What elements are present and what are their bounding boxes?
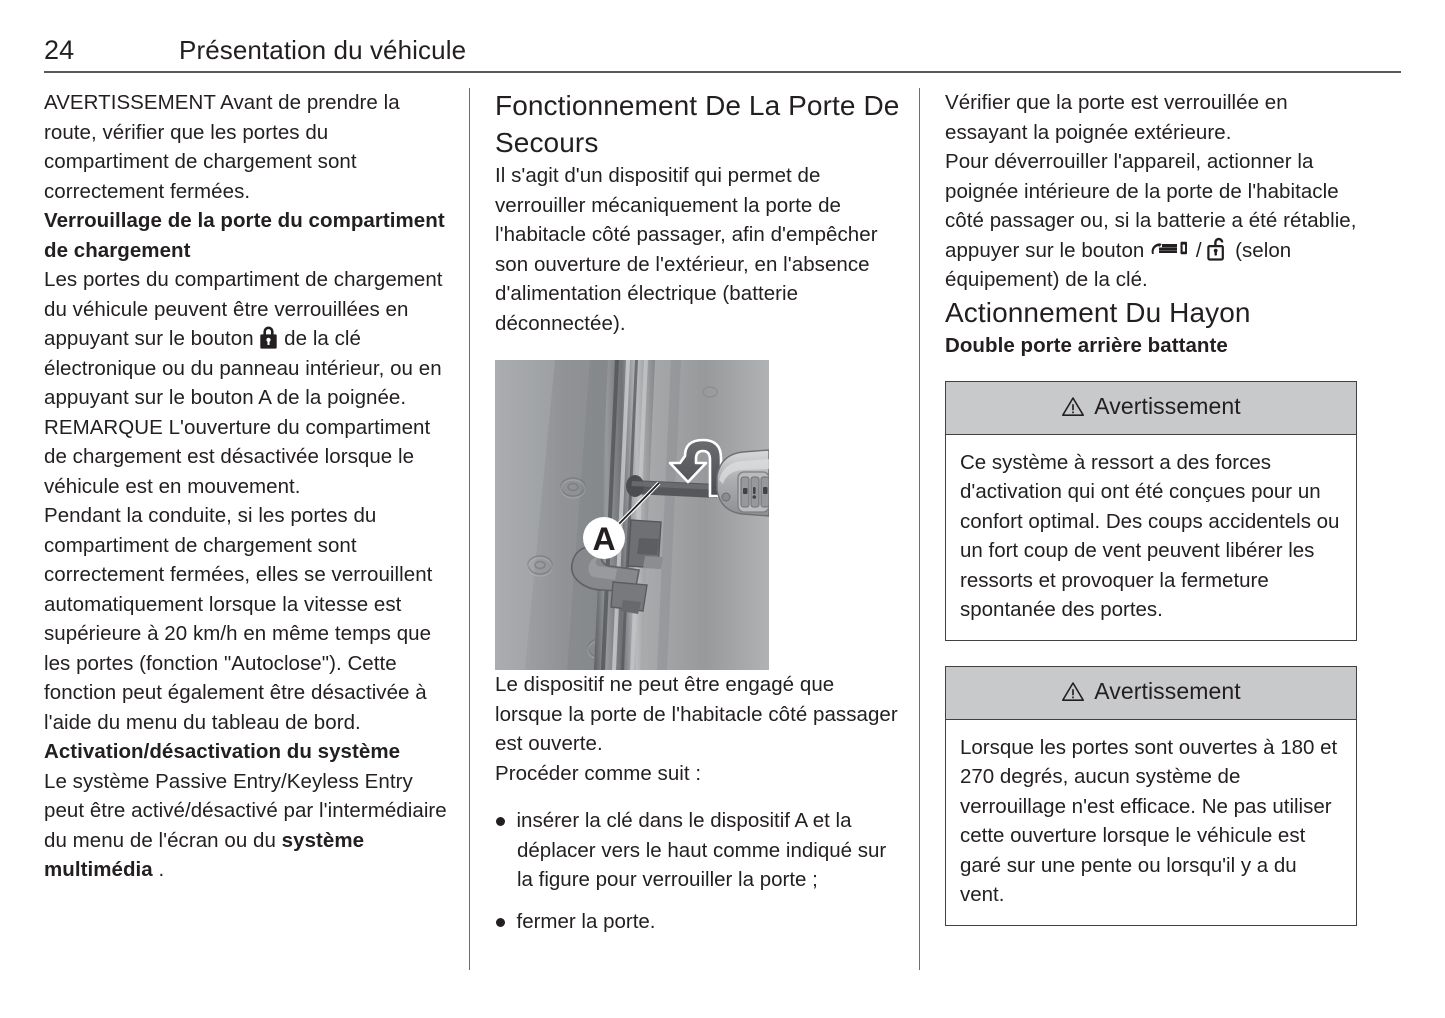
paragraph-unlock-device [945, 147, 1357, 295]
list-item [495, 907, 907, 937]
page-number: 24 [44, 35, 75, 65]
bullet-dot-icon [496, 918, 505, 927]
paragraph-device-engagement: Le dispositif ne peut être engagé que lorsque la porte de l'habitacle côté passager est ouverte. [495, 673, 898, 755]
list-item-label: insérer la clé dans le dispositif A et la déplacer vers le haut comme indiqué sur la figure pour verrouiller la porte ; [516, 809, 887, 891]
column-divider-1 [469, 88, 470, 970]
warning-box-body [946, 720, 1356, 925]
car-door-open-icon [1150, 238, 1190, 259]
warning-paragraph: AVERTISSEMENT Avant de prendre la route, vérifier que les portes du compartiment de chargement sont correctement fermées. [44, 91, 400, 203]
list-item [495, 806, 907, 895]
warning-box-header [946, 382, 1356, 435]
warning-box-body [946, 435, 1356, 640]
paragraph-unlock-separator: / [1190, 238, 1208, 262]
page-header [44, 33, 1401, 71]
subheading-system-activation: Activation/désactivation du système [44, 740, 401, 763]
paragraph-passive-entry-bold: système multimédia [44, 828, 365, 881]
content-columns [44, 88, 1401, 978]
header-divider [44, 71, 1401, 73]
warning-triangle-icon [1061, 395, 1085, 423]
paragraph-unlock-text-2: (selon équipement) de la clé. [945, 238, 1292, 291]
paragraph-unlock-text-1: Pour déverrouiller l'appareil, actionner la poignée intérieure de la porte de l'habitacle côté passager ou, si la batterie a été rétablie, appuyer sur le bouton [945, 150, 1357, 262]
column-divider-2 [919, 88, 920, 970]
list-item-label: fermer la porte. [516, 909, 656, 933]
emergency-door-lock-photo [495, 360, 769, 670]
column-3 [945, 88, 1357, 978]
paragraph-cargo-lock-text-1: Les portes du compartiment de chargement du véhicule peuvent être verrouillées en appuyant sur le bouton [44, 268, 443, 350]
warning-box-heading-label: Avertissement [1094, 392, 1241, 419]
page-title: Présentation du véhicule [179, 35, 467, 65]
warning-triangle-icon [1061, 680, 1085, 708]
warning-box-door-angles [945, 666, 1357, 926]
paragraph-passive-entry-text-1: Le système Passive Entry/Keyless Entry peut être activé/désactivé par l'intermédiaire du menu de l'écran ou du [44, 769, 447, 852]
paragraph-remark: REMARQUE L'ouverture du compartiment de chargement est désactivée lorsque le véhicule est en mouvement. [44, 415, 431, 498]
paragraph-passive-entry-text-2: . [152, 858, 165, 881]
column-1 [44, 88, 456, 978]
section-title-tailgate: Actionnement Du Hayon [945, 296, 1251, 328]
subheading-cargo-door-lock: Verrouillage de la porte du compartiment de chargement [44, 209, 445, 262]
paragraph-cargo-lock-text-2: de la clé électronique ou du panneau intérieur, ou en appuyant sur le bouton A de la poignée. [44, 327, 442, 409]
warning-box-text: Lorsque les portes sont ouvertes à 180 et 270 degrés, aucun système de verrouillage n'est efficace. Ne pas utiliser cette ouverture lorsque le véhicule est garé sur une pente ou lorsqu'il y a du vent. [960, 735, 1338, 906]
warning-box-group [945, 381, 1357, 926]
paragraph-autoclose: Pendant la conduite, si les portes du compartiment de chargement sont correctement fermées, elles se verrouillent automatiquement lorsque la vitesse est supérieure à 20 km/h en même temps que les portes (fonction "Autoclose"). Cette fonction peut également être désactivée à l'aide du menu du tableau de bord. [44, 504, 433, 734]
warning-box-spring-system [945, 381, 1357, 641]
column-2 [495, 88, 907, 978]
procedure-bullet-list [495, 806, 907, 936]
paragraph-cargo-lock [44, 265, 456, 413]
warning-box-text: Ce système à ressort a des forces d'activation qui ont été conçues pour un confort optimal. Des coups accidentels ou un fort coup de vent peuvent libérer les ressorts et provoquer la fermeture spontanée des portes. [960, 450, 1340, 621]
paragraph-emergency-device: Il s'agit d'un dispositif qui permet de verrouiller mécaniquement la porte de l'habitacle côté passager, afin d'empêcher son ouverture de l'extérieur, en l'absence d'alimentation électrique (batterie déconnectée). [495, 164, 878, 335]
lock-open-icon [1207, 236, 1229, 261]
section-title-emergency-door: Fonctionnement De La Porte De Secours [495, 90, 900, 158]
subheading-double-rear-door: Double porte arrière battante [945, 334, 1228, 357]
svg-text:A: A [592, 521, 616, 557]
warning-box-heading-label: Avertissement [1094, 677, 1241, 704]
paragraph-verify-lock: Vérifier que la porte est verrouillée en essayant la poignée extérieure. [945, 91, 1288, 144]
paragraph-passive-entry [44, 767, 456, 885]
lock-closed-icon [259, 325, 278, 349]
warning-box-header [946, 667, 1356, 720]
bullet-dot-icon [496, 817, 505, 826]
paragraph-procedure-intro: Procéder comme suit : [495, 761, 702, 785]
